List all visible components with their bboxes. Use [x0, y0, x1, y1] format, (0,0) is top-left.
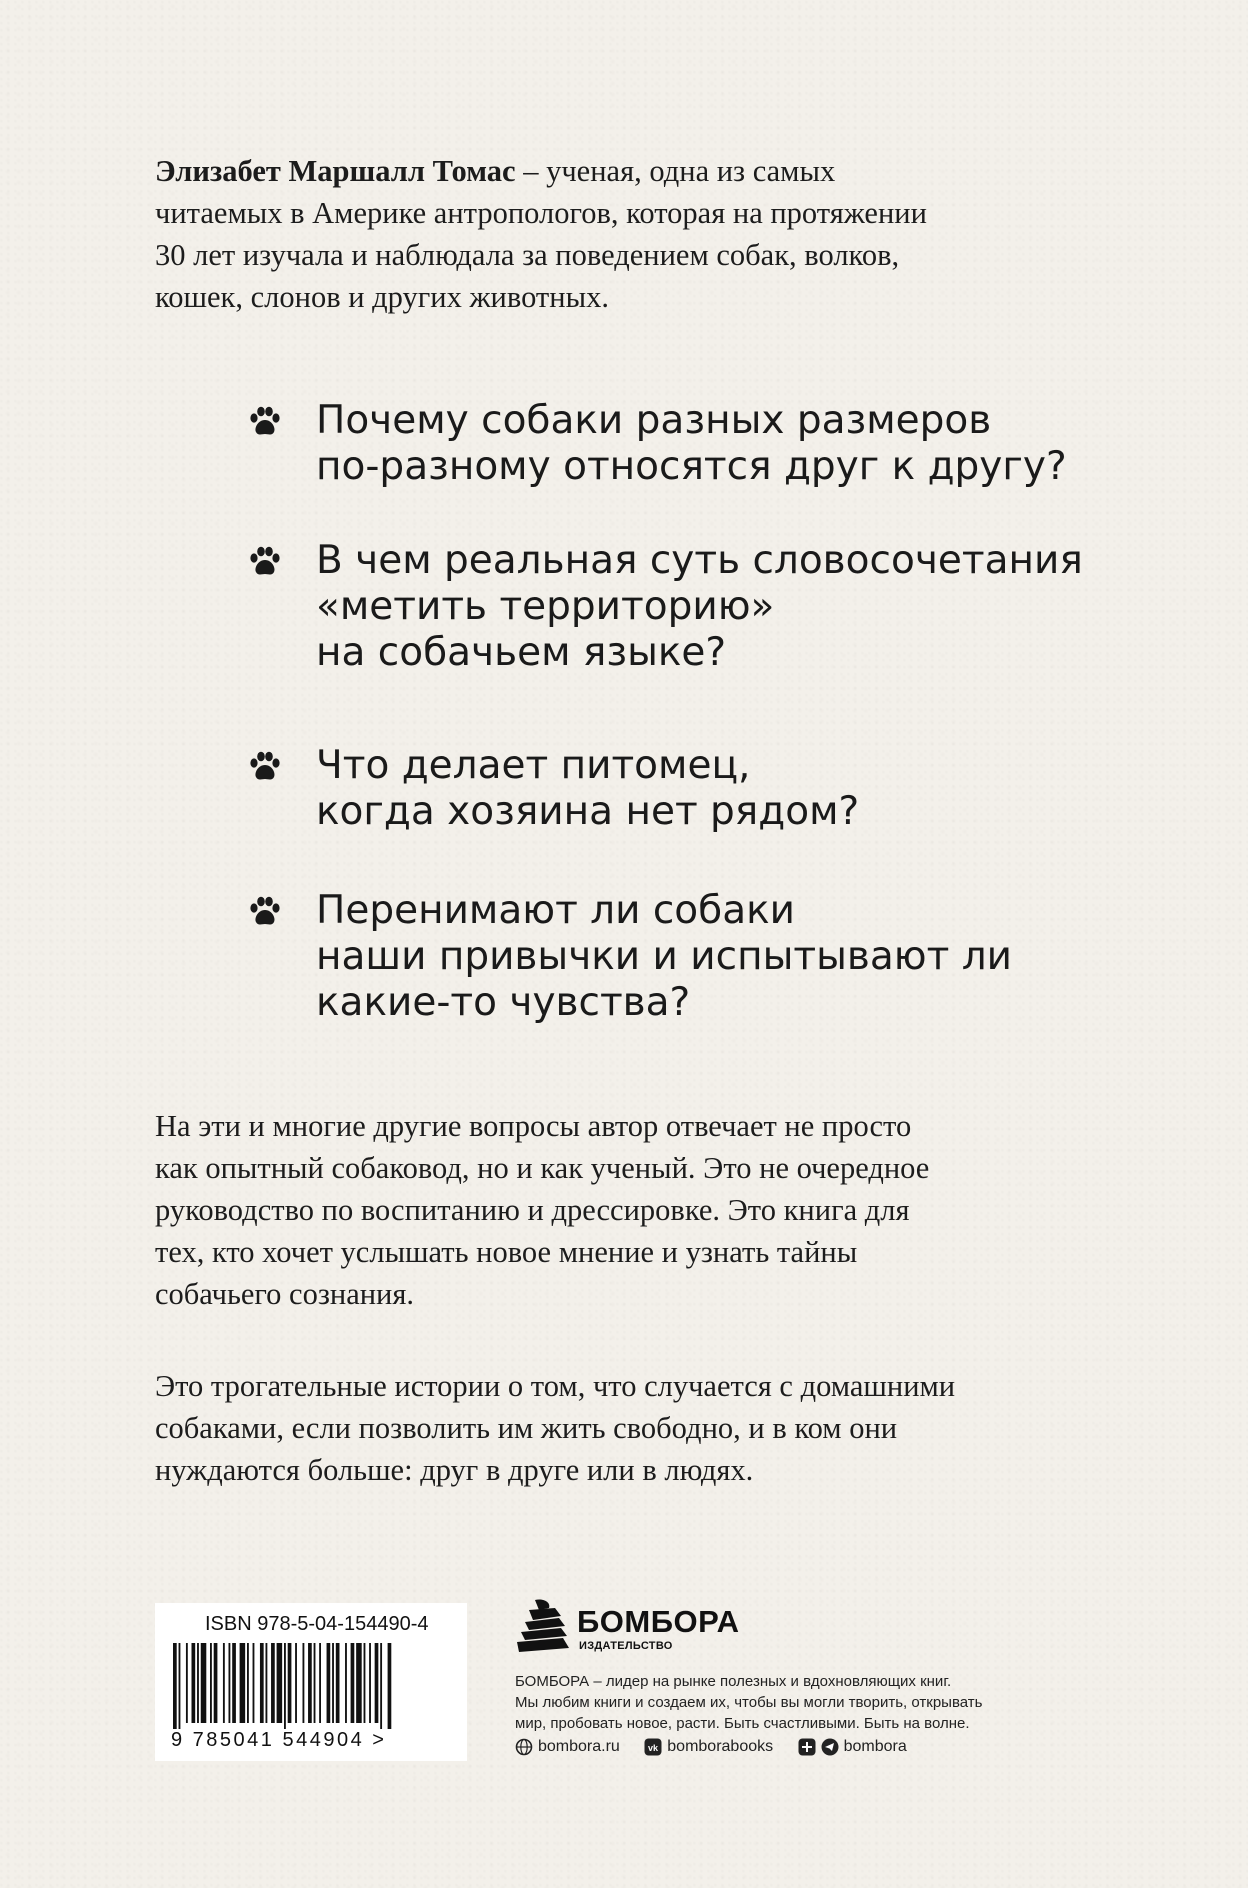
- paragraph-line: как опытный собаковод, но и как ученый. Это не очередное: [155, 1151, 930, 1185]
- question-line: наши привычки и испытывают ли: [316, 934, 1012, 979]
- question-line: В чем реальная суть словосочетания: [316, 538, 1083, 583]
- barcode-bar: [284, 1643, 286, 1729]
- social-vk[interactable]: [644, 1738, 773, 1756]
- barcode-bar: [336, 1643, 340, 1723]
- paragraph-line: руководство по воспитанию и дрессировке. Это книга для: [155, 1193, 910, 1227]
- paw-icon: [248, 896, 282, 928]
- barcode-bar: [277, 1643, 283, 1723]
- plus-icon: [798, 1738, 816, 1756]
- description-paragraph-1: [155, 1105, 1035, 1315]
- barcode-bar: [303, 1643, 305, 1723]
- paw-icon: [248, 406, 282, 438]
- question-item: [248, 743, 859, 835]
- globe-icon: [515, 1738, 533, 1756]
- publisher-subtitle: ИЗДАТЕЛЬСТВО: [579, 1640, 673, 1652]
- question-line: «метить территорию»: [316, 584, 775, 629]
- barcode-bar: [229, 1643, 231, 1723]
- barcode-bar: [186, 1643, 188, 1723]
- isbn-barcode-box: [155, 1603, 467, 1761]
- barcode-bar: [388, 1643, 392, 1729]
- question-line: по-разному относятся друг к другу?: [316, 444, 1067, 489]
- bombora-logo-icon: [515, 1598, 571, 1658]
- author-intro: [155, 150, 1035, 318]
- question-line: Почему собаки разных размеров: [316, 398, 992, 443]
- vk-icon: [644, 1738, 662, 1756]
- barcode-bar: [314, 1643, 316, 1723]
- barcode-bar: [308, 1643, 312, 1723]
- publisher-desc-line: Мы любим книги и создаем их, чтобы вы могли творить, открывать: [515, 1694, 983, 1711]
- publisher-name: БОМБОРА: [577, 1604, 740, 1639]
- barcode-bar: [179, 1643, 181, 1729]
- paragraph-line: На эти и многие другие вопросы автор отвечает не просто: [155, 1109, 912, 1143]
- barcode-bar: [332, 1643, 334, 1723]
- intro-line-3: 30 лет изучала и наблюдала за поведением собак, волков,: [155, 238, 900, 272]
- svg-text:vk: vk: [648, 1743, 659, 1753]
- intro-line-4: кошек, слонов и других животных.: [155, 280, 609, 314]
- barcode-bar: [288, 1643, 292, 1723]
- barcode: [171, 1643, 451, 1729]
- barcode-bar: [253, 1643, 255, 1723]
- publisher-socials: [515, 1738, 1055, 1761]
- telegram-link[interactable]: bombora: [843, 1738, 907, 1755]
- barcode-bar: [369, 1643, 371, 1723]
- paragraph-line: Это трогательные истории о том, что случается с домашними: [155, 1369, 956, 1403]
- question-item: [248, 398, 1067, 490]
- paragraph-line: собачьего сознания.: [155, 1277, 415, 1311]
- barcode-bar: [232, 1643, 236, 1723]
- barcode-bar: [356, 1643, 362, 1723]
- barcode-bar: [214, 1643, 218, 1723]
- question-item: [248, 538, 1083, 676]
- barcode-bar: [192, 1643, 196, 1723]
- barcode-bar: [247, 1643, 249, 1723]
- author-name: Элизабет Маршалл Томас: [155, 154, 516, 188]
- barcode-bar: [240, 1643, 246, 1723]
- paw-icon: [248, 546, 282, 578]
- barcode-bar: [223, 1643, 225, 1723]
- barcode-bar: [364, 1643, 366, 1723]
- paragraph-line: тех, кто хочет услышать новое мнение и узнать тайны: [155, 1235, 858, 1269]
- paragraph-line: нуждаются больше: друг в друге или в людях.: [155, 1453, 754, 1487]
- publisher-desc-line: БОМБОРА – лидер на рынке полезных и вдохновляющих книг.: [515, 1673, 952, 1690]
- barcode-bar: [201, 1643, 207, 1723]
- social-telegram[interactable]: [798, 1738, 907, 1756]
- barcode-bar: [375, 1643, 379, 1723]
- vk-link[interactable]: bomborabooks: [667, 1738, 774, 1755]
- paw-icon: [248, 751, 282, 783]
- intro-line-1: – ученая, одна из самых: [515, 154, 836, 188]
- barcode-bar: [345, 1643, 347, 1723]
- paragraph-line: собаками, если позволить им жить свободно, и в ком они: [155, 1411, 898, 1445]
- question-line: Что делает питомец,: [316, 743, 751, 788]
- site-link[interactable]: bombora.ru: [538, 1738, 620, 1755]
- barcode-bar: [260, 1643, 264, 1723]
- telegram-icon: [821, 1738, 839, 1756]
- barcode-bar: [295, 1643, 297, 1723]
- question-line: Перенимают ли собаки: [316, 888, 796, 933]
- barcode-bar: [351, 1643, 355, 1723]
- question-line: когда хозяина нет рядом?: [316, 789, 860, 834]
- description-paragraph-2: [155, 1365, 1035, 1491]
- barcode-bar: [210, 1643, 212, 1723]
- publisher-description: [515, 1671, 1055, 1734]
- barcode-bar: [380, 1643, 382, 1729]
- barcode-bar: [197, 1643, 199, 1723]
- barcode-bar: [173, 1643, 177, 1729]
- barcode-digits: 9 785041 544904 >: [171, 1729, 387, 1751]
- barcode-bar: [327, 1643, 331, 1723]
- question-line: какие-то чувства?: [316, 980, 691, 1025]
- isbn-label: ISBN 978-5-04-154490-4: [205, 1613, 429, 1635]
- barcode-bar: [271, 1643, 275, 1723]
- barcode-bar: [266, 1643, 268, 1723]
- publisher-desc-line: мир, пробовать новое, расти. Быть счастливыми. Быть на волне.: [515, 1715, 970, 1732]
- barcode-bar: [319, 1643, 321, 1723]
- question-item: [248, 888, 1012, 1026]
- social-site[interactable]: [515, 1738, 620, 1756]
- question-line: на собачьем языке?: [316, 630, 727, 675]
- intro-line-2: читаемых в Америке антропологов, которая на протяжении: [155, 196, 927, 230]
